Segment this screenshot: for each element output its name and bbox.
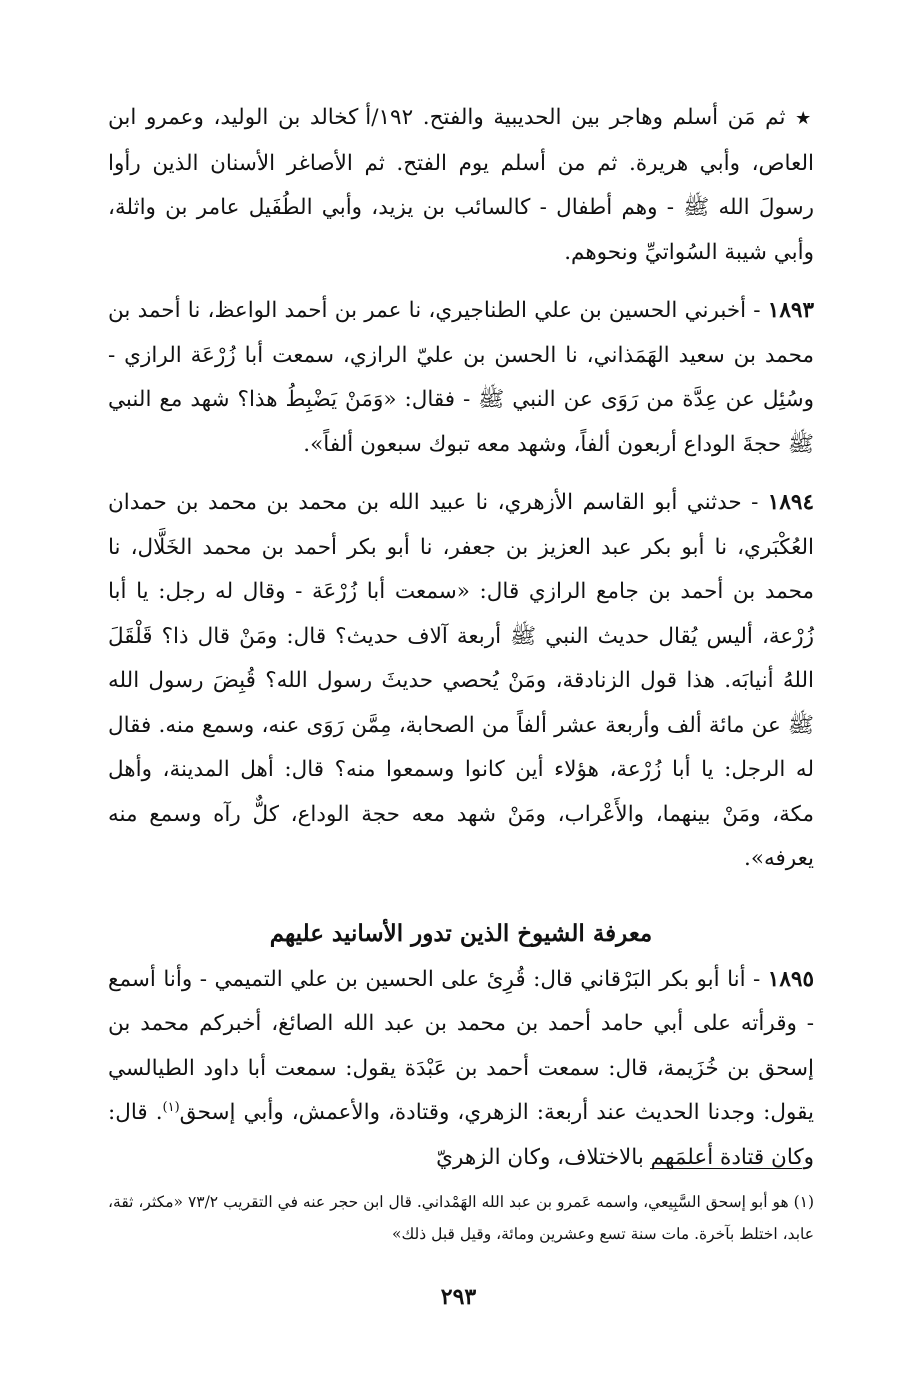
paragraph-intro: [108, 96, 814, 275]
footnote-divider: [650, 1168, 802, 1169]
page-number: ٢٩٣: [440, 1284, 477, 1310]
paragraph-text: - أنا أبو بكر البَرْقاني قال: قُرِئ على الحسين بن علي التميمي - وأنا أسمع - وقرأته على أبي حامد أحمد بن محمد بن عبد الله الصائغ، أخبركم محمد بن إسحق بن خُزَيمة، قال: سمعت أحمد بن عَبْدَة يقول: سمعت أبا داود الطيالسي يقول: وجدنا الحديث عند أربعة: الزهري، وقتادة، والأعمش، وأبي إسحق: [108, 966, 814, 1125]
paragraph-1895: [108, 958, 814, 1181]
page-body: [108, 96, 814, 1180]
paragraph-text-continued: . قال: وكان قتادة أعلمَهم بالاختلاف، وكان الزهريّ: [108, 1100, 814, 1170]
paragraph-text: - حدثني أبو القاسم الأزهري، نا عبيد الله بن محمد بن محمد بن حمدان العُكْبَري، نا أبو بكر عبد العزيز بن جعفر، نا أبو بكر أحمد بن محمد الخَلَّال، نا محمد بن أحمد بن جامع الرازي قال: «سمعت أبا زُرْعَة - وقال له رجل: يا أبا زُرْعة، أليس يُقال حديث النبي ﷺ أربعة آلاف حديث؟ قال: ومَنْ قال ذا؟ قَلْقَلَ اللهُ أنيابَه. هذا قول الزنادقة، ومَنْ يُحصي حديثَ رسول الله؟ قُبِضَ رسول الله ﷺ عن مائة ألف وأربعة عشر ألفاً من الصحابة، مِمَّن رَوَى عنه، وسمع منه. فقال له الرجل: يا أبا زُرْعة، هؤلاء أين كانوا وسمعوا منه؟ قال: أهل المدينة، وأهل مكة، ومَنْ بينهما، والأَعْراب، ومَنْ شهد معه حجة الوداع، كلٌّ رآه وسمع منه يعرفه».: [108, 490, 814, 871]
paragraph-1893: [108, 289, 814, 467]
hadith-number: ١٨٩٥: [767, 966, 814, 992]
paragraph-1894: [108, 481, 814, 882]
footnote-ref[interactable]: (١): [162, 1099, 180, 1115]
footnote: (١) هو أبو إسحق السَّبِيعي، واسمه عَمرو بن عبد الله الهَمْداني. قال ابن حجر عنه في التقريب ٧٣/٢ «مكثر، ثقة، عابد، اختلط بآخرة. مات سنة تسع وعشرين ومائة، وقيل قبل ذلك»: [108, 1193, 815, 1243]
hadith-number: ١٨٩٣: [767, 298, 814, 323]
star-icon: ★: [795, 108, 815, 129]
hadith-number: ١٨٩٤: [767, 490, 814, 515]
section-heading: معرفة الشيوخ الذين تدور الأسانيد عليهم: [269, 919, 653, 947]
paragraph-text: ثم مَن أسلم وهاجر بين الحديبية والفتح. ١٩٢/أ كخالد بن الوليد، وعمرو ابن العاص، وأبي هريرة. ثم من أسلم يوم الفتح. ثم الأصاغر الأسنان الذين رأوا رسولَ الله ﷺ - وهم أطفال - كالسائب بن يزيد، وأبي الطُفَيل عامر بن واثلة، وأبي شيبة السُواتيِّ ونحوهم.: [108, 105, 814, 265]
paragraph-text: - أخبرني الحسين بن علي الطناجيري، نا عمر بن أحمد الواعظ، نا أحمد بن محمد بن سعيد الهَمَذاني، نا الحسن بن عليّ الرازي، سمعت أبا زُرْعَة الرازي - وسُئِل عن عِدَّة من رَوَى عن النبي ﷺ - فقال: «وَمَنْ يَضْبِطُ هذا؟ شهد مع النبي ﷺ حجةَ الوداع أربعون ألفاً، وشهد معه تبوك سبعون ألفاً».: [108, 298, 814, 457]
